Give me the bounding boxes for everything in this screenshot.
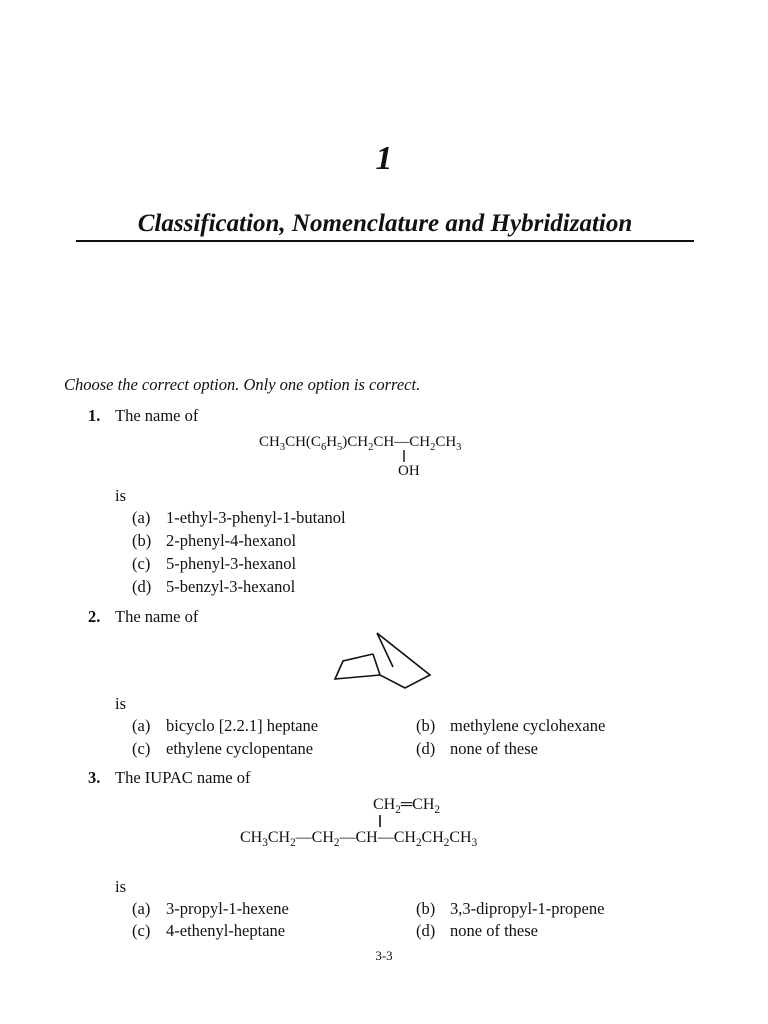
question-2-option-c: (c) ethylene cyclopentane xyxy=(132,739,314,758)
question-2-option-b: (b) methylene cyclohexane xyxy=(416,716,606,735)
question-3-branch-bond xyxy=(378,815,382,829)
question-2-option-a: (a) bicyclo [2.2.1] heptane xyxy=(132,716,319,735)
question-2-number: 2. xyxy=(88,607,101,626)
question-3-prompt: The IUPAC name of xyxy=(115,768,251,787)
question-2-suffix: is xyxy=(115,694,127,713)
question-1-option-b: (b) 2-phenyl-4-hexanol xyxy=(132,531,297,550)
question-1-option-c: (c) 5-phenyl-3-hexanol xyxy=(132,554,297,573)
question-1-branch-bond xyxy=(402,450,406,464)
page-number: 3-3 xyxy=(375,948,393,963)
question-3-vinyl-group: $CH_2═CH_2$ xyxy=(373,796,440,816)
question-3-option-d: (d) none of these xyxy=(416,921,538,940)
question-1-option-d: (d) 5-benzyl-3-hexanol xyxy=(132,577,296,596)
question-1-prompt: The name of xyxy=(115,406,199,425)
question-3-option-c: (c) 4-ethenyl-heptane xyxy=(132,921,286,940)
question-1-option-a: (a) 1-ethyl-3-phenyl-1-butanol xyxy=(132,508,346,527)
question-1-suffix: is xyxy=(115,486,127,505)
question-2-option-d: (d) none of these xyxy=(416,739,538,758)
question-1-formula: $CH_3CH(C_6H_5)CH_2CH—CH_2CH_3$ xyxy=(259,434,462,453)
chapter-number: 1 xyxy=(375,140,393,177)
question-3-suffix: is xyxy=(115,877,127,896)
question-2-bicyclic-structure xyxy=(330,628,440,698)
question-3-number: 3. xyxy=(88,768,101,787)
question-3-option-a: (a) 3-propyl-1-hexene xyxy=(132,899,289,918)
question-2-prompt: The name of xyxy=(115,607,199,626)
question-3-main-chain: $CH_3CH_2—CH_2—CH—CH_2CH_2CH_3$ xyxy=(240,829,478,849)
question-1-number: 1. xyxy=(88,406,101,425)
instruction-text: Choose the correct option. Only one option is correct. xyxy=(64,375,421,394)
chapter-title: Classification, Nomenclature and Hybridization xyxy=(76,210,694,242)
question-1-branch-oh: OH xyxy=(398,463,420,479)
question-3-option-b: (b) 3,3-dipropyl-1-propene xyxy=(416,899,605,918)
